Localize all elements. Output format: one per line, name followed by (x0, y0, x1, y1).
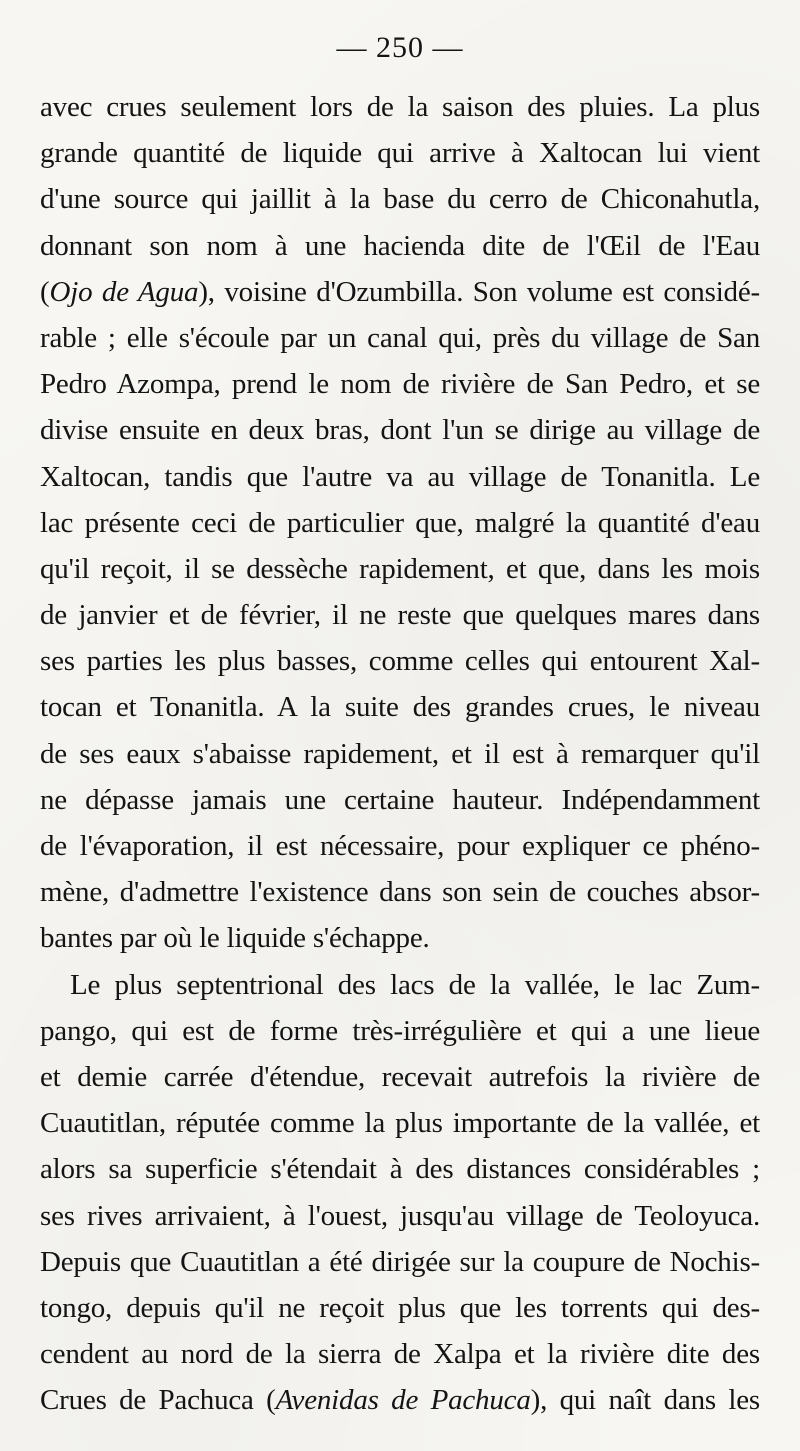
text-line: et demie carrée d'étendue, recevait autrefois la rivière de (40, 1060, 760, 1093)
text-line: Pedro Azompa, prend le nom de rivière de San Pedro, et se (40, 368, 760, 401)
text-line: ses parties les plus basses, comme celles qui entourent Xal- (40, 645, 760, 678)
text-line: Depuis que Cuautitlan a été dirigée sur la coupure de Nochis- (40, 1245, 760, 1278)
text-segment: ), qui naît dans les (530, 1384, 760, 1417)
text-line (40, 269, 760, 315)
text-line: alors sa superficie s'étendait à des distances considérables ; (40, 1153, 760, 1186)
text-line: tongo, depuis qu'il ne reçoit plus que les torrents qui des- (40, 1291, 760, 1324)
body-text (40, 84, 760, 1423)
text-line: de janvier et de février, il ne reste que quelques mares dans (40, 599, 760, 632)
text-line: donnant son nom à une hacienda dite de l'Œil de l'Eau (40, 229, 760, 262)
text-line: de l'évaporation, il est nécessaire, pour expliquer ce phéno- (40, 830, 760, 862)
text-line: pango, qui est de forme très-irrégulière et qui a une lieue (40, 1014, 760, 1047)
text-line: d'une source qui jaillit à la base du cerro de Chiconahutla, (40, 183, 760, 216)
text-line: Cuautitlan, réputée comme la plus importante de la vallée, et (40, 1107, 760, 1140)
text-line: Le plus septentrional des lacs de la vallée, le lac Zum- (70, 968, 760, 1001)
text-line: grande quantité de liquide qui arrive à Xaltocan lui vient (40, 137, 760, 170)
italic-term: Ojo de Agua (49, 275, 199, 308)
text-line: qu'il reçoit, il se dessèche rapidement, et que, dans les mois (40, 552, 760, 585)
text-line: de ses eaux s'abaisse rapidement, et il est à remarquer qu'il (40, 737, 760, 770)
text-line: Xaltocan, tandis que l'autre va au village de Tonanitla. Le (40, 460, 760, 493)
text-line: lac présente ceci de particulier que, malgré la quantité d'eau (40, 506, 760, 539)
text-segment: ), voisine d'Ozumbilla. Son volume est considé- (198, 275, 760, 308)
text-line: rable ; elle s'écoule par un canal qui, près du village de San (40, 321, 760, 354)
text-line: tocan et Tonanitla. A la suite des grandes crues, le niveau (40, 691, 760, 724)
text-line: mène, d'admettre l'existence dans son sein de couches absor- (40, 876, 760, 909)
text-segment: Crues de Pachuca ( (40, 1384, 276, 1417)
text-line: bantes par où le liquide s'échappe. (40, 922, 430, 955)
text-line: cendent au nord de la sierra de Xalpa et la rivière dite des (40, 1338, 760, 1371)
italic-term: Avenidas de Pachuca (275, 1384, 531, 1417)
text-line: avec crues seulement lors de la saison des pluies. La plus (40, 91, 760, 123)
text-line: divise ensuite en deux bras, dont l'un se dirige au village de (40, 414, 760, 447)
text-line: ses rives arrivaient, à l'ouest, jusqu'au village de Teoloyuca. (40, 1199, 760, 1232)
page-number: — 250 — (336, 31, 464, 64)
text-line: ne dépasse jamais une certaine hauteur. Indépendamment (40, 783, 760, 816)
text-line (40, 1377, 760, 1423)
text-segment: ( (40, 275, 50, 308)
